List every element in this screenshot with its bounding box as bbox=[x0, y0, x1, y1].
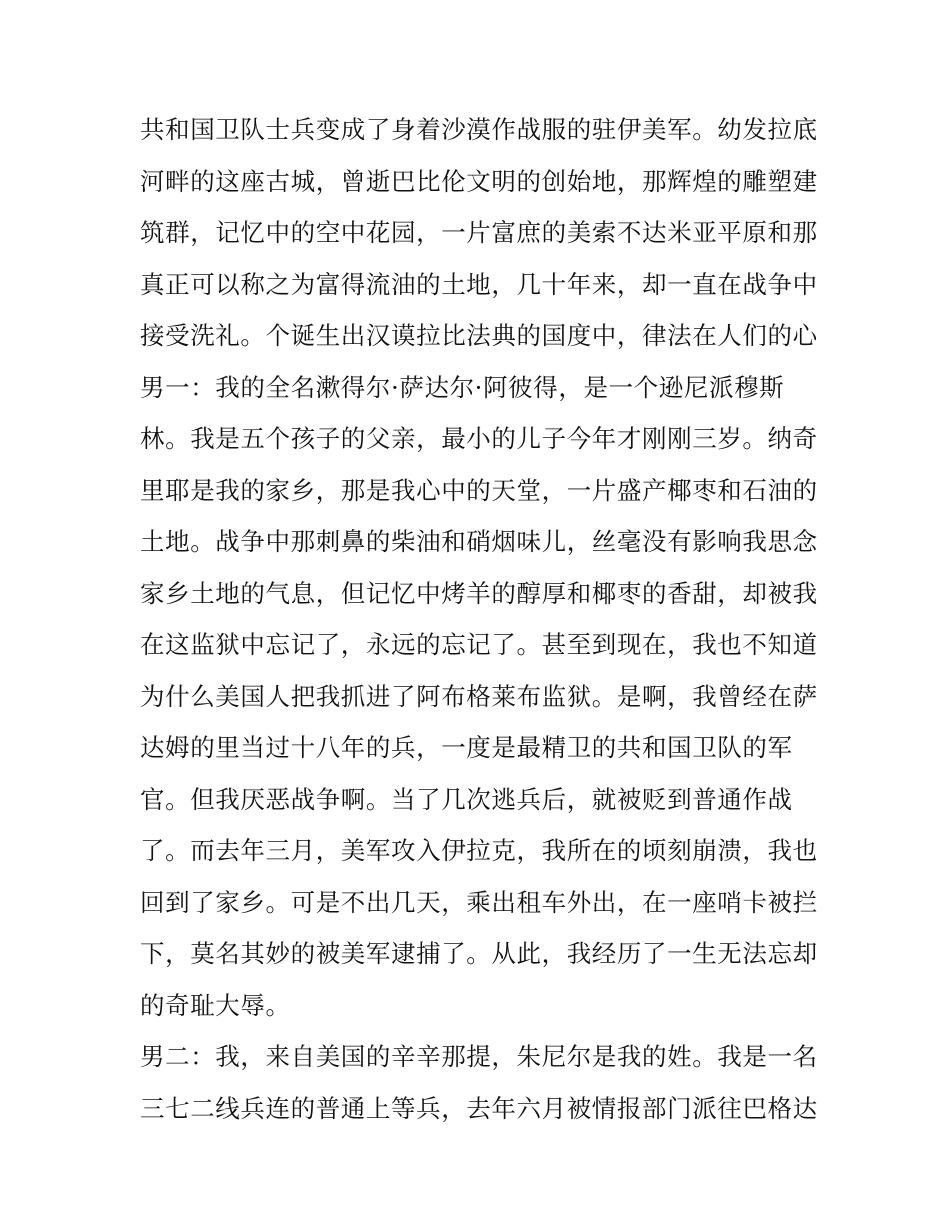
text-line: 回到了家乡。可是不出几天，乘出租车外出，在一座哨卡被拦 bbox=[140, 887, 818, 917]
text-line: 家乡土地的气息，但记忆中烤羊的醇厚和椰枣的香甜，却被我 bbox=[140, 578, 818, 608]
text-line: 在这监狱中忘记了，永远的忘记了。甚至到现在，我也不知道 bbox=[140, 630, 818, 659]
text-line: 为什么美国人把我抓进了阿布格莱布监狱。是啊，我曾经在萨 bbox=[140, 681, 818, 711]
text-line: 三七二线兵连的普通上等兵，去年六月被情报部门派往巴格达 bbox=[140, 1093, 818, 1123]
text-line: 达姆的里当过十八年的兵，一度是最精卫的共和国卫队的军 bbox=[140, 733, 793, 762]
text-line: 男二：我，来自美国的辛辛那提，朱尼尔是我的姓。我是一名 bbox=[140, 1042, 818, 1071]
text-line: 下，莫名其妙的被美军逮捕了。从此，我经历了一生无法忘却 bbox=[140, 939, 818, 968]
text-line: 真正可以称之为富得流油的土地，几十年来，却一直在战争中 bbox=[140, 269, 818, 299]
text-line: 接受洗礼。个诞生出汉谟拉比法典的国度中，律法在人们的心 bbox=[140, 321, 818, 350]
text-line: 了。而去年三月，美军攻入伊拉克，我所在的顷刻崩溃，我也 bbox=[140, 836, 818, 865]
text-line: 官。但我厌恶战争啊。当了几次逃兵后，就被贬到普通作战 bbox=[140, 784, 793, 814]
body-text bbox=[140, 104, 820, 1134]
text-line: 的奇耻大辱。 bbox=[140, 990, 291, 1020]
text-line: 男一：我的全名漱得尔·萨达尔·阿彼得，是一个逊尼派穆斯 bbox=[140, 372, 785, 402]
text-line: 筑群，记忆中的空中花园，一片富庶的美索不达米亚平原和那 bbox=[140, 218, 818, 247]
text-line: 里耶是我的家乡，那是我心中的天堂，一片盛产椰枣和石油的 bbox=[140, 475, 818, 505]
text-line: 共和国卫队士兵变成了身着沙漠作战服的驻伊美军。幼发拉底 bbox=[140, 115, 818, 144]
text-line: 林。我是五个孩子的父亲，最小的儿子今年才刚刚三岁。纳奇 bbox=[140, 424, 818, 453]
text-line: 土地。战争中那刺鼻的柴油和硝烟味儿，丝毫没有影响我思念 bbox=[140, 527, 818, 556]
text-line: 河畔的这座古城，曾逝巴比伦文明的创始地，那辉煌的雕塑建 bbox=[140, 166, 818, 196]
